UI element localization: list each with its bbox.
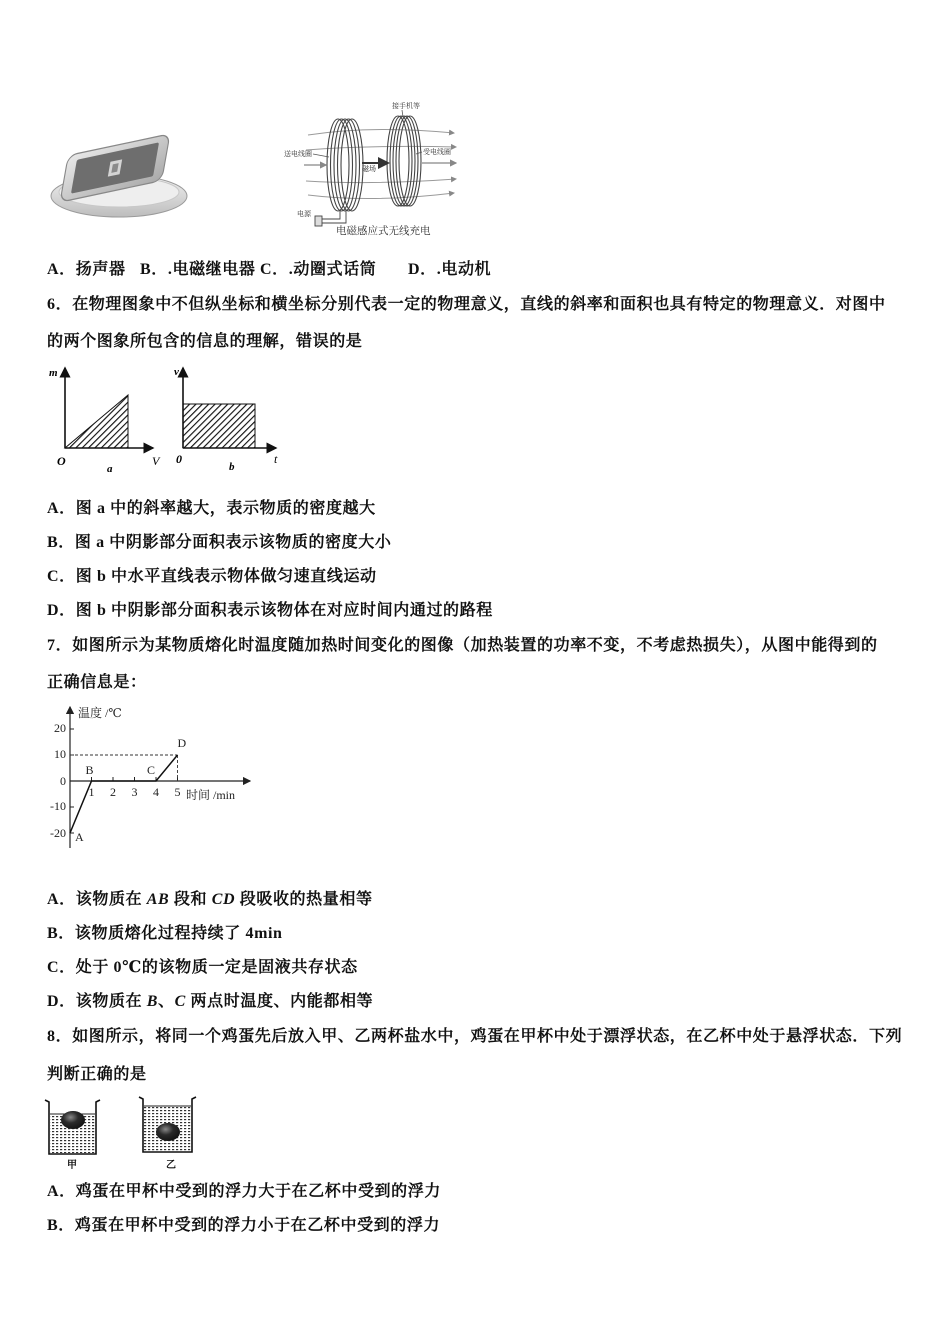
q6-option-a: A．图 a 中的斜率越大，表示物质的密度越大: [47, 500, 376, 517]
coil-label-right: 受电线圈: [423, 148, 451, 156]
q7-option-d-mid: 、: [158, 993, 175, 1010]
point-label-a: A: [75, 830, 84, 844]
temp-x-tick-1: 1: [88, 785, 95, 799]
q7-option-b: B．该物质熔化过程持续了 4min: [47, 925, 283, 942]
coil-label-left: 送电线圈: [284, 150, 312, 158]
q7-option-a-segment-ab: AB: [146, 891, 170, 908]
q7-stem-line-1: 7．如图所示为某物质熔化时温度随加热时间变化的图像（加热装置的功率不变，不考虑热损失），从图中能得到的: [47, 637, 878, 654]
point-label-d: D: [177, 736, 187, 750]
q5-option-b: B．.电磁继电器: [140, 261, 256, 278]
graph-a: [49, 367, 161, 475]
temperature-time-graph: [40, 700, 265, 855]
beaker-label-jia: 甲: [67, 1160, 77, 1171]
graph-a-y-label: m: [49, 367, 58, 379]
coil-diagram-caption: 电磁感应式无线充电: [336, 226, 431, 237]
q7-option-d-post: 两点时温度、内能都相等: [185, 993, 374, 1010]
q6-option-d: D．图 b 中阴影部分面积表示该物体在对应时间内通过的路程: [47, 602, 493, 619]
q6-stem-line-1: 6．在物理图象中不但纵坐标和横坐标分别代表一定的物理意义，直线的斜率和面积也具有特定的物理意义．对图中: [47, 296, 886, 313]
point-label-b: B: [85, 763, 94, 777]
graph-a-x-label: V: [152, 454, 160, 468]
q6-option-b: B．图 a 中阴影部分面积表示该物质的密度大小: [47, 534, 392, 551]
power-source: [315, 210, 346, 226]
graph-b-caption: b: [229, 461, 235, 473]
phone-on-charger-illustration: [45, 118, 190, 220]
q8-option-b: B．鸡蛋在甲杯中受到的浮力小于在乙杯中受到的浮力: [47, 1217, 441, 1234]
temp-y-tick-20: 20: [54, 721, 66, 735]
coil-leader-left: [313, 154, 329, 157]
q5-option-a: A．扬声器: [47, 261, 126, 278]
q8-stem-line-2: 判断正确的是: [47, 1066, 147, 1083]
egg-suspended: [156, 1123, 180, 1141]
q7-option-a: [47, 890, 373, 910]
q6-graphs: [40, 362, 290, 478]
egg-floating: [61, 1111, 85, 1129]
q7-option-d: [47, 992, 373, 1012]
temp-y-tick-0: 0: [60, 774, 66, 788]
graph-b-x-label: t: [274, 452, 278, 466]
egg-beakers-figure: [40, 1092, 210, 1174]
coil-label-top: 接手机等: [392, 102, 420, 110]
temp-y-tick-minus-10: -10: [50, 799, 66, 813]
q7-option-d-point-c: C: [174, 993, 186, 1010]
graph-a-caption: a: [107, 463, 113, 475]
beaker-yi: [139, 1097, 196, 1152]
q6-option-c: C．图 b 中水平直线表示物体做匀速直线运动: [47, 568, 377, 585]
temp-y-axis-label: 温度 /℃: [78, 706, 122, 720]
q7-option-a-pre: A．该物质在: [47, 891, 147, 908]
temp-y-tick-minus-20: -20: [50, 826, 66, 840]
q7-option-d-point-b: B: [146, 993, 159, 1010]
coil-label-middle: 磁场: [362, 165, 376, 173]
q5-option-d: D．.电动机: [408, 261, 492, 278]
point-label-c: C: [147, 763, 156, 777]
temp-x-tick-4: 4: [153, 785, 159, 799]
q7-option-a-mid: 段和: [169, 891, 212, 908]
temp-x-tick-2: 2: [110, 785, 116, 799]
q7-option-c: C．处于 0℃的该物质一定是固液共存状态: [47, 959, 358, 976]
temp-x-axis-label: 时间 /min: [186, 788, 236, 802]
beaker-jia: [45, 1100, 100, 1154]
temp-x-tick-3: 3: [131, 785, 138, 799]
graph-a-origin: O: [57, 454, 66, 468]
graph-b: [174, 366, 278, 473]
q7-stem-line-2: 正确信息是：: [47, 674, 147, 691]
graph-b-y-label: v: [174, 366, 179, 378]
coil-label-power: 电源: [297, 210, 311, 218]
q5-option-c: C．.动圈式话筒: [260, 261, 377, 278]
q8-option-a: A．鸡蛋在甲杯中受到的浮力大于在乙杯中受到的浮力: [47, 1183, 441, 1200]
q7-option-a-segment-cd: CD: [211, 891, 236, 908]
graph-b-shaded-rectangle: [183, 404, 255, 448]
graph-b-origin: 0: [176, 452, 182, 466]
wireless-charging-coil-diagram: [282, 95, 472, 243]
q8-stem-line-1: 8．如图所示，将同一个鸡蛋先后放入甲、乙两杯盐水中，鸡蛋在甲杯中处于漂浮状态，在乙杯中处于悬浮状态．下列: [47, 1028, 903, 1045]
graph-a-shaded-triangle: [65, 395, 128, 448]
temp-y-tick-10: 10: [54, 747, 66, 761]
beaker-label-yi: 乙: [166, 1160, 176, 1171]
q7-option-d-pre: D．该物质在: [47, 993, 147, 1010]
temp-x-tick-5: 5: [174, 785, 181, 799]
q6-stem-line-2: 的两个图象所包含的信息的理解，错误的是: [47, 333, 363, 350]
q7-option-a-post: 段吸收的热量相等: [235, 891, 373, 908]
